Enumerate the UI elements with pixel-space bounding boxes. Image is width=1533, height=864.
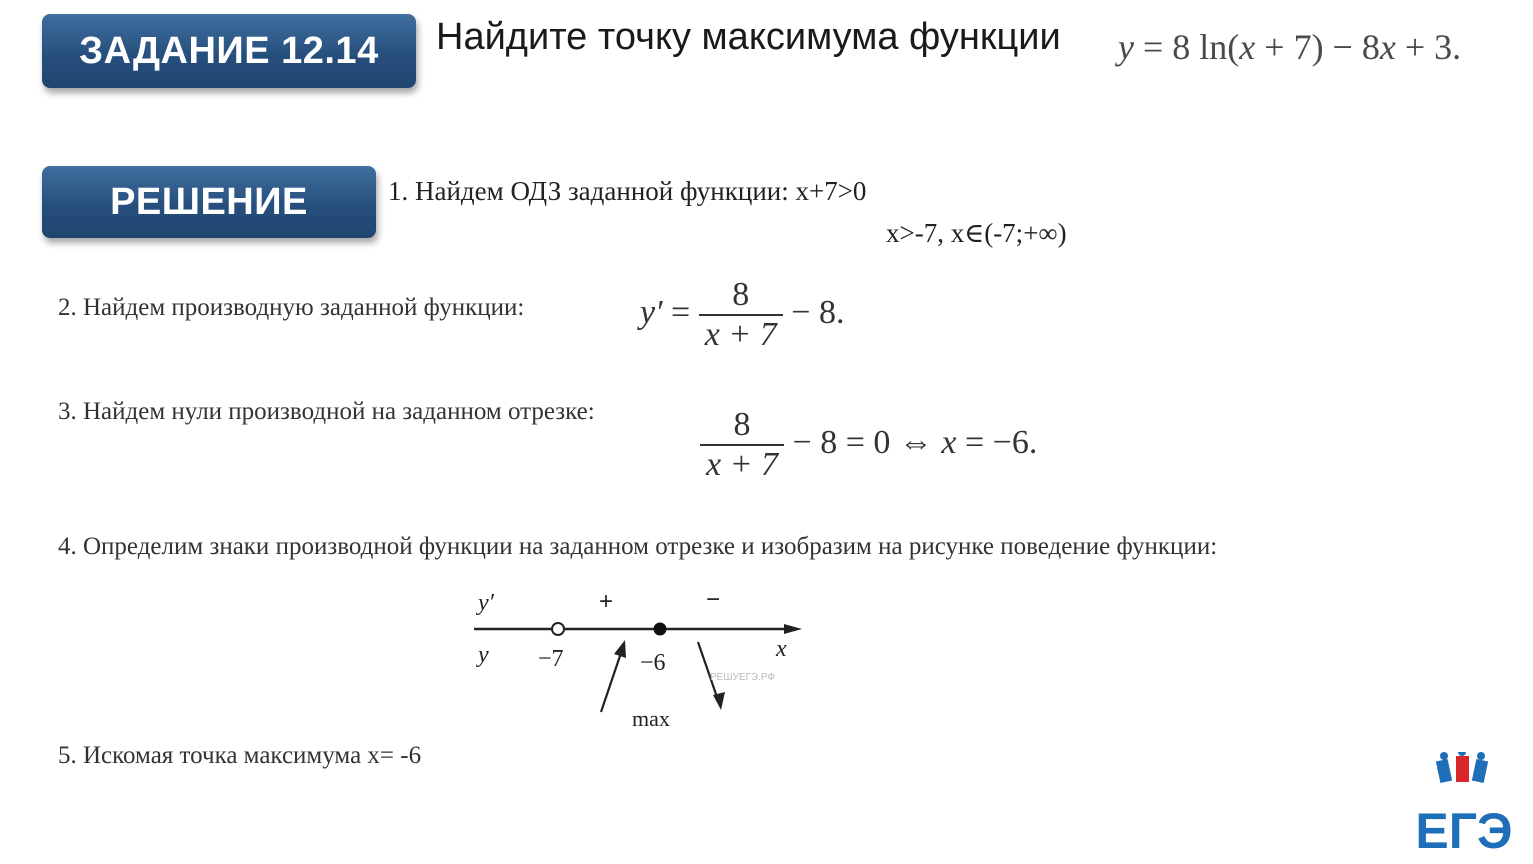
formula-y: y — [1118, 27, 1134, 67]
step-3-text: 3. Найдем нули производной на заданном отрезке: — [58, 398, 595, 425]
zero-fraction — [700, 406, 784, 484]
ege-logo — [1400, 752, 1528, 856]
zero-equation — [700, 406, 1037, 484]
step-5-answer: 5. Искомая точка максимума х= -6 — [58, 742, 422, 769]
derivative-rest: − 8. — [782, 293, 845, 331]
derivative-numerator: 8 — [732, 276, 750, 313]
zero-denominator: x + 7 — [700, 444, 784, 484]
y-label: y — [478, 642, 489, 668]
sign-diagram — [468, 582, 818, 732]
max-label: max — [632, 706, 670, 731]
formula-end: + 3. — [1395, 27, 1462, 67]
formula-eq: = 8 ln( — [1133, 27, 1240, 67]
increasing-arrowhead — [614, 640, 626, 658]
derivative-formula — [640, 276, 844, 354]
plus-sign: + — [599, 588, 614, 615]
ege-logo-text: ЕГЭ — [1415, 803, 1513, 856]
point-label-minus-7: −7 — [538, 646, 564, 672]
decreasing-arrow — [698, 642, 718, 700]
zero-result: = −6. — [956, 423, 1038, 461]
filled-point-minus-6 — [654, 623, 667, 636]
function-formula — [1118, 26, 1461, 68]
derivative-denominator: x + 7 — [699, 314, 783, 354]
ege-emblem-icon — [1436, 752, 1488, 783]
derivative-lhs: y′ — [640, 293, 663, 331]
formula-x1: x — [1239, 27, 1256, 67]
x-label: x — [776, 636, 787, 662]
task-title: Найдите точку максимума функции — [436, 16, 1061, 58]
axis-arrowhead — [784, 624, 802, 634]
watermark: РЕШУЕГЭ.РФ — [710, 672, 776, 683]
increasing-arrow — [601, 650, 622, 712]
step-2-text: 2. Найдем производную заданной функции: — [58, 294, 525, 321]
zero-numerator: 8 — [733, 406, 751, 443]
decreasing-arrowhead — [713, 692, 725, 710]
solution-badge: РЕШЕНИЕ — [42, 166, 376, 238]
zero-rest: − 8 = 0 ⇔ — [784, 423, 942, 461]
step-1-domain-result: х>-7, х∈(-7;+∞) — [886, 218, 1067, 248]
point-label-minus-6: −6 — [640, 650, 666, 676]
step-4-text: 4. Определим знаки производной функции на заданном отрезке и изобразим на рисунке поведение функции: — [58, 533, 1218, 560]
formula-mid: + 7) − 8 — [1255, 27, 1380, 67]
derivative-fraction — [699, 276, 783, 354]
minus-sign: − — [706, 586, 721, 613]
derivative-eq: = — [662, 293, 699, 331]
open-point-minus-7 — [552, 623, 564, 635]
task-badge: ЗАДАНИЕ 12.14 — [42, 14, 416, 88]
y-prime-label: y′ — [478, 590, 494, 616]
formula-x2: x — [1379, 27, 1396, 67]
step-1-domain: 1. Найдем ОДЗ заданной функции: х+7>0 — [388, 176, 867, 206]
zero-x: x — [941, 423, 957, 461]
